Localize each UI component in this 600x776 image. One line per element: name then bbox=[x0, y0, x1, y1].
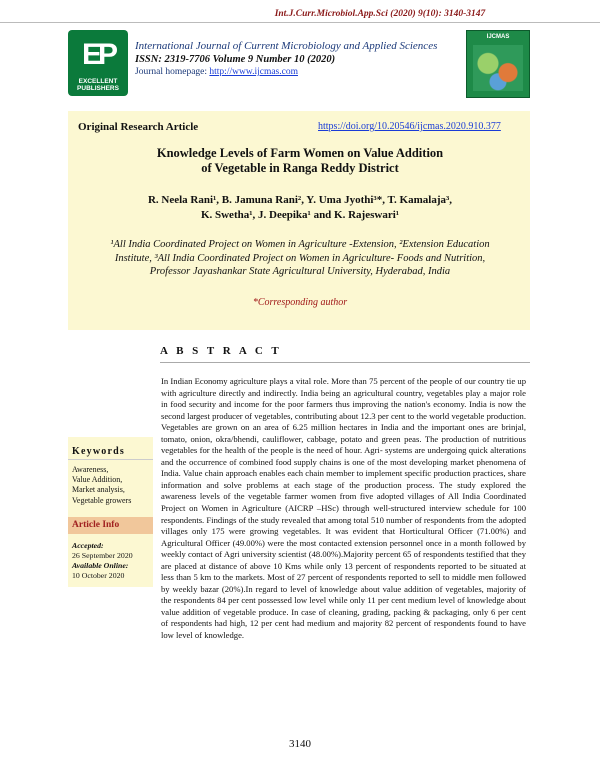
affiliations bbox=[78, 238, 522, 279]
journal-issn: ISSN: 2319-7706 Volume 9 Number 10 (2020) bbox=[135, 54, 336, 65]
accepted-label: Accepted: bbox=[72, 541, 104, 550]
abstract-rule bbox=[160, 362, 530, 363]
cover-illustration bbox=[473, 45, 523, 91]
journal-name: International Journal of Current Microbiology and Applied Sciences bbox=[135, 40, 438, 52]
authors-line-2: K. Swetha¹, J. Deepika¹ and K. Rajeswari¹ bbox=[200, 209, 400, 221]
journal-homepage bbox=[135, 66, 455, 79]
article-info-header bbox=[68, 517, 153, 534]
article-info-dates bbox=[72, 541, 152, 581]
affil-line-3: Professor Jayashankar State Agricultural University, Hyderabad, India bbox=[149, 266, 451, 277]
logo-letter-p: P bbox=[98, 38, 119, 71]
logo-text: EXCELLENT PUBLISHERS bbox=[77, 78, 119, 92]
affil-line-1: ¹All India Coordinated Project on Women in Agriculture -Extension, ²Extension Education bbox=[110, 239, 490, 250]
citation-header: Int.J.Curr.Microbiol.App.Sci (2020) 9(10): 3140-3147 bbox=[274, 9, 486, 19]
abstract-heading: A B S T R A C T bbox=[160, 345, 282, 357]
journal-info bbox=[135, 40, 455, 79]
abstract-text: In Indian Economy agriculture plays a vital role. More than 75 percent of the people of our country tie up with agriculture directly and indirectly. India being an agricultural country, vegetables play a major role in food security and income for the poor farmers thus improving the nation's economy. India is now the second largest producer of vegetables, contributing about 12.3 per cent to the world vegetable production. Vegetables are grown on an area of 6.25 million hectares in India and the important ones are brinjal, tomato, onion, okra/bhendi, cauliflower, cabbage, potato and green peas. The production of nutritious vegetables for the health of the people is the need of hour. Agri- systems are undergoing quick alterations and the occurrence of combined food supply chains is one of the most developing market phenomena of India. Value chain approach enables each chain member to implement specific production practices, share information and solve problems at each stage of the production process. The study explored the awareness levels of the vegetable farmer women from five adopted villages of All India Coordinated Project on Women in Agriculture (AICRP –HSc) through well-structured interview schedule for 100 respondents. Findings of the study revealed that among total 510 number of respondents from the adopted villages only 175 were growing vegetables. It was evident that Horticultural Officer (71.00%) and Agricultural Officer (49.00%) were the most contacted extension personnel once in a month followed by weekly contact of Agri university scientist (48.00%).Majority percent 65 of respondents testified that they are placed at distance of above 10 Kms while only 13 percent of respondents reported to be situated at less than 5 km to the markets. Most of 27 percent of respondents reported to sell to middle men followed by weekly bazar (20%).In regard to level of knowledge about value addition of vegetables, majority of the respondents 84 per cent possessed low level while only 11 per cent medium level of knowledge about value addition of vegetable produce. In case of cleaning, grading, packing & packaging, only 6 per cent of respondents had high, 12 per cent had medium and majority 82 percent of respondents found to have low level of knowledge. bbox=[161, 376, 526, 641]
doi-link[interactable]: https://doi.org/10.20546/ijcmas.2020.910.377 bbox=[318, 121, 501, 132]
homepage-link[interactable]: http://www.ijcmas.com bbox=[209, 67, 298, 77]
keywords-heading: Keywords bbox=[72, 446, 125, 457]
page-number: 3140 bbox=[289, 738, 311, 750]
title-line-2: of Vegetable in Ranga Reddy District bbox=[201, 161, 399, 175]
corresponding-author: *Corresponding author bbox=[252, 297, 348, 308]
available-label: Available Online: bbox=[72, 561, 129, 570]
available-date: 10 October 2020 bbox=[72, 571, 125, 580]
authors-line-1: R. Neela Rani¹, B. Jamuna Rani², Y. Uma Jyothi³*, T. Kamalaja³, bbox=[147, 194, 453, 206]
journal-cover-image bbox=[466, 30, 530, 98]
title-line-1: Knowledge Levels of Farm Women on Value Addition bbox=[156, 146, 444, 160]
article-title bbox=[80, 146, 520, 176]
logo-letter-e: E bbox=[82, 38, 103, 71]
publisher-logo bbox=[68, 30, 128, 96]
keyword-item: Vegetable growers bbox=[72, 495, 132, 505]
keyword-item: Awareness, bbox=[72, 465, 109, 474]
keyword-item: Market analysis, bbox=[72, 485, 125, 495]
header-rule bbox=[0, 22, 600, 23]
cover-title: IJCMAS bbox=[486, 34, 510, 40]
homepage-label: Journal homepage: bbox=[135, 67, 210, 77]
keywords-rule bbox=[68, 459, 153, 460]
article-info-heading: Article Info bbox=[72, 520, 120, 530]
keyword-item: Value Addition, bbox=[72, 475, 123, 485]
accepted-date: 26 September 2020 bbox=[72, 551, 133, 560]
keywords-list bbox=[72, 465, 152, 506]
affil-line-2: Institute, ³All India Coordinated Project on Women in Agriculture- Foods and Nutrition, bbox=[114, 252, 486, 264]
author-list bbox=[80, 193, 520, 223]
article-type: Original Research Article bbox=[78, 121, 199, 133]
